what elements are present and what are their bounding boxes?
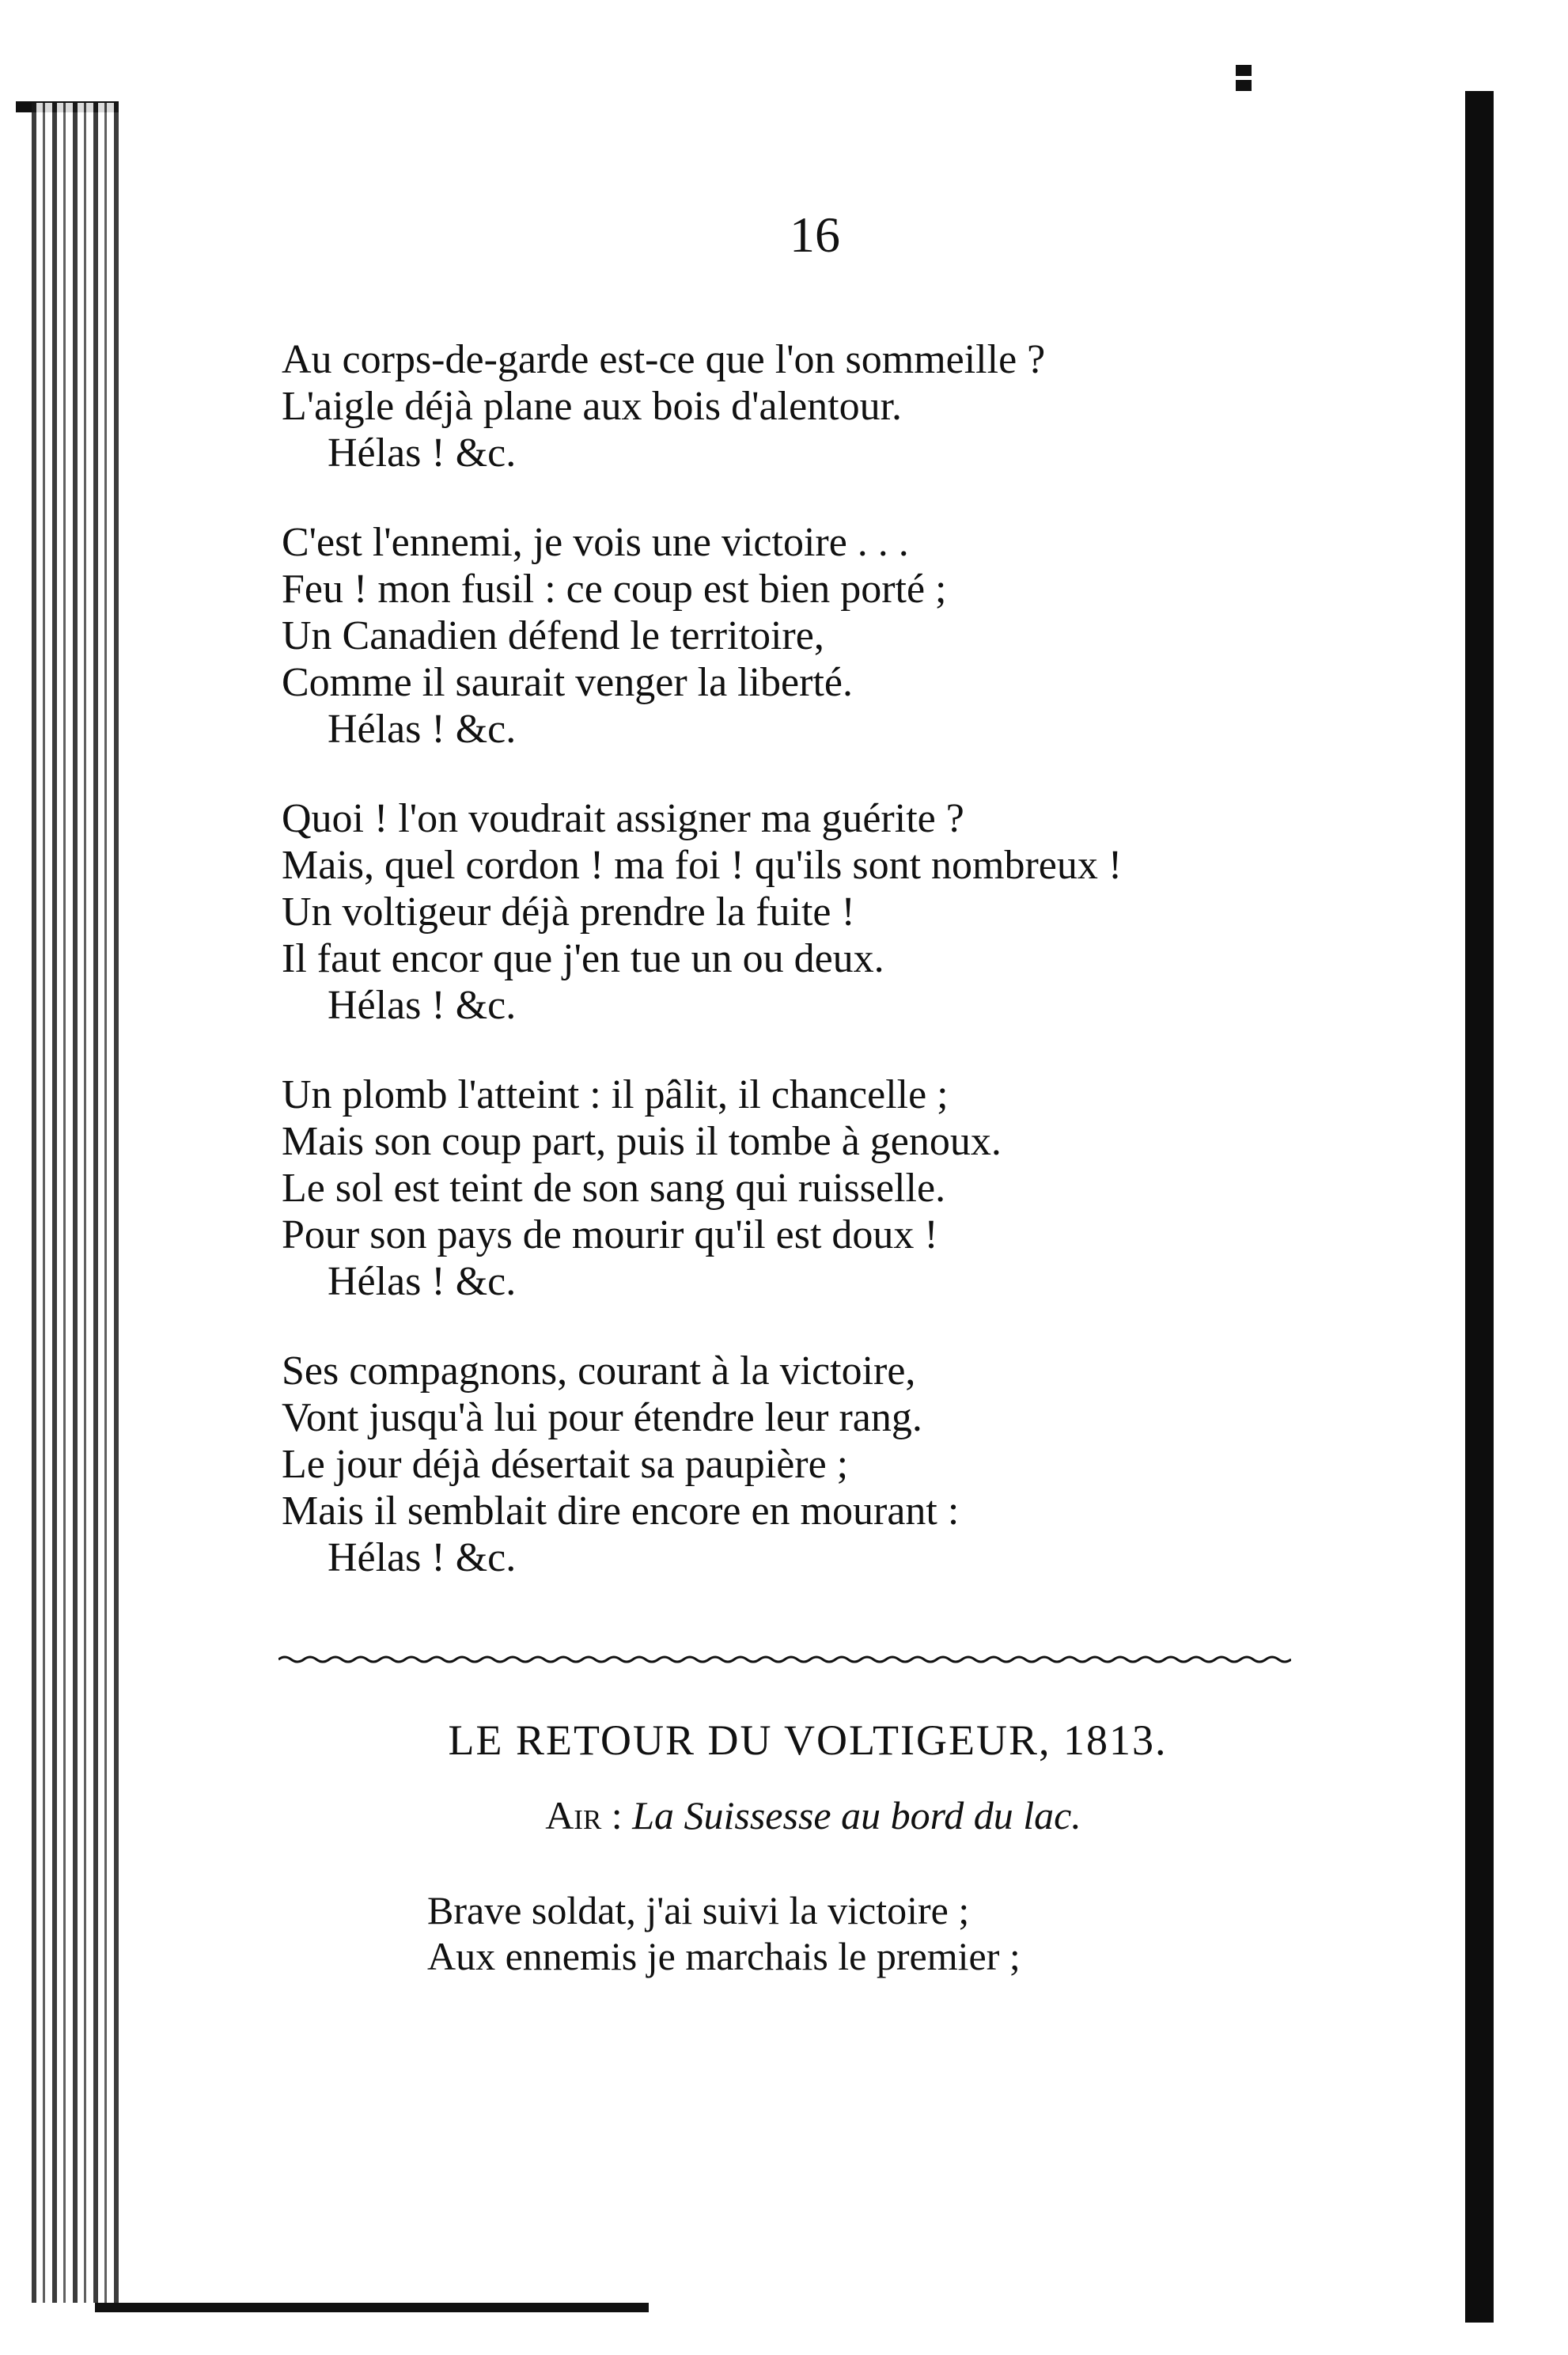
refrain-line: Hélas ! &c. (328, 1259, 517, 1304)
page-number: 16 (790, 207, 840, 263)
verse-line: Ses compagnons, courant à la victoire, (282, 1348, 916, 1394)
air-name: La Suissesse au bord du lac. (632, 1793, 1081, 1837)
song-air-line (0, 1792, 1568, 1838)
verse-line: Un Canadien défend le territoire, (282, 613, 824, 658)
verse-line: Le jour déjà désertait sa paupière ; (282, 1442, 849, 1487)
verse-line: Quoi ! l'on voudrait assigner ma guérite ? (282, 796, 964, 841)
refrain-line: Hélas ! &c. (328, 430, 517, 476)
song-title: LE RETOUR DU VOLTIGEUR, 1813. (448, 1716, 1168, 1764)
stanza (282, 1071, 1373, 1305)
verse-line: Un plomb l'atteint : il pâlit, il chancelle ; (282, 1072, 949, 1117)
song-verses (427, 1887, 1377, 1979)
refrain-line: Hélas ! &c. (328, 983, 517, 1028)
air-label: Air : (545, 1793, 623, 1837)
refrain-line: Hélas ! &c. (328, 1535, 517, 1580)
verse-line: Un voltigeur déjà prendre la fuite ! (282, 889, 855, 935)
verse-line: Il faut encor que j'en tue un ou deux. (282, 936, 884, 981)
verse-line: Mais il semblait dire encore en mourant : (282, 1488, 960, 1534)
verse-line: Brave soldat, j'ai suivi la victoire ; (427, 1888, 970, 1932)
stanza (282, 336, 1373, 476)
verse-line: Feu ! mon fusil : ce coup est bien porté ; (282, 567, 947, 612)
scan-marks (1236, 65, 1299, 76)
verse-line: Aux ennemis je marchais le premier ; (427, 1934, 1021, 1978)
stanza (282, 795, 1373, 1029)
verse-line: C'est l'ennemi, je vois une victoire . . . (282, 520, 909, 565)
refrain-line: Hélas ! &c. (328, 707, 517, 752)
poem-verses (282, 336, 1373, 1624)
verse-line: Pour son pays de mourir qu'il est doux ! (282, 1212, 938, 1257)
stanza (282, 1348, 1373, 1581)
bottom-page-edge (95, 2303, 649, 2312)
binding-edge (32, 103, 119, 2303)
verse-line: Comme il saurait venger la liberté. (282, 660, 853, 705)
verse-line: Mais son coup part, puis il tombe à genoux. (282, 1119, 1002, 1164)
page-edge-shadow (1465, 91, 1494, 2323)
stanza (282, 519, 1373, 753)
verse-line: Au corps-de-garde est-ce que l'on sommeille ? (282, 337, 1046, 382)
verse-line: L'aigle déjà plane aux bois d'alentour. (282, 384, 903, 429)
verse-line: Vont jusqu'à lui pour étendre leur rang. (282, 1395, 922, 1440)
verse-line: Le sol est teint de son sang qui ruisselle. (282, 1166, 946, 1211)
wavy-divider (278, 1654, 1291, 1665)
verse-line: Mais, quel cordon ! ma foi ! qu'ils sont nombreux ! (282, 843, 1123, 888)
